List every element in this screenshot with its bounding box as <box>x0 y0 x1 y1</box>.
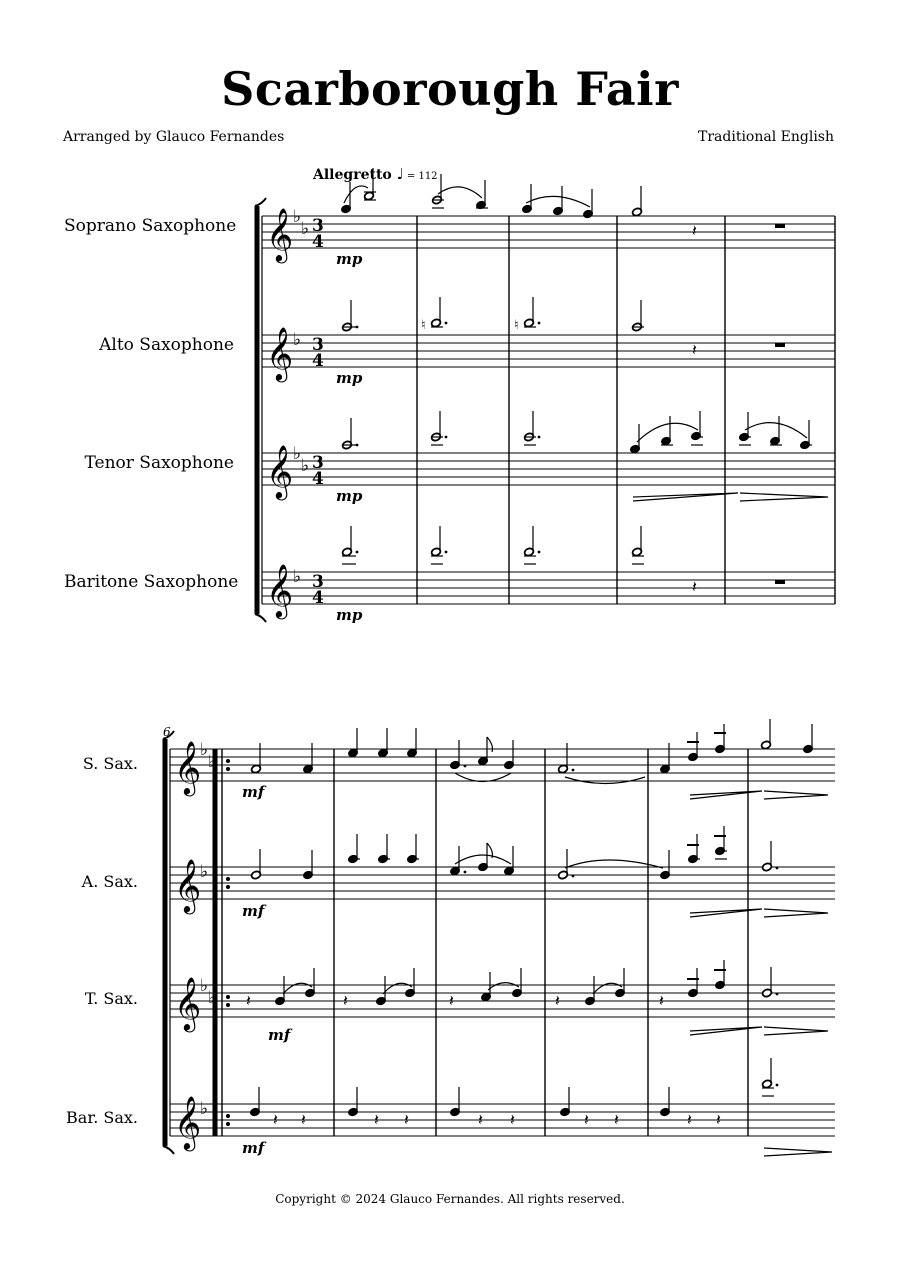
baritone-measures-6-10 <box>250 1058 832 1156</box>
svg-text:𝄽: 𝄽 <box>716 1110 721 1129</box>
instrument-label-baritone: Baritone Saxophone <box>64 572 239 592</box>
staff-soprano-1 <box>262 216 835 248</box>
time-sig-top: 3 <box>312 453 324 473</box>
treble-clef-icon: 𝄞 <box>266 326 294 380</box>
flat-icon: ♭ <box>301 219 310 239</box>
instrument-label-a-sax: A. Sax. <box>81 872 138 891</box>
staff-alto-2 <box>170 867 835 899</box>
treble-clef-icon: 𝄞 <box>174 976 202 1030</box>
time-sig-top: 3 <box>312 216 324 236</box>
treble-clef-icon: 𝄞 <box>174 1095 202 1149</box>
dynamic-mp: mp <box>336 250 363 268</box>
treble-clef-icon: 𝄞 <box>174 858 202 912</box>
staff-baritone-2 <box>170 1104 835 1136</box>
time-sig-top: 3 <box>312 335 324 355</box>
dynamic-mp: mp <box>336 369 363 387</box>
svg-text:𝄽: 𝄽 <box>273 1110 278 1129</box>
copyright-footer: Copyright © 2024 Glauco Fernandes. All rights reserved. <box>275 1192 625 1206</box>
flat-icon: ♭ <box>200 1099 209 1119</box>
measure-number: 6 <box>163 725 171 739</box>
time-sig-bottom: 4 <box>312 232 324 252</box>
instrument-label-tenor: Tenor Saxophone <box>84 453 234 473</box>
flat-icon: ♭ <box>293 444 302 464</box>
svg-text:𝄽: 𝄽 <box>692 340 697 359</box>
tempo-bpm: 112 <box>418 171 438 182</box>
dynamic-mf: mf <box>242 783 265 801</box>
flat-icon: ♭ <box>200 976 209 996</box>
instrument-label-alto: Alto Saxophone <box>99 335 234 355</box>
instrument-label-s-sax: S. Sax. <box>82 754 138 773</box>
svg-text:𝄽: 𝄽 <box>584 1110 589 1129</box>
flat-icon: ♭ <box>293 207 302 227</box>
instrument-label-bar-sax: Bar. Sax. <box>66 1108 138 1127</box>
svg-text:𝄽: 𝄽 <box>687 1110 692 1129</box>
flat-icon: ♭ <box>293 567 302 587</box>
svg-text:𝄽: 𝄽 <box>301 1110 306 1129</box>
quarter-note-icon: ♩ <box>396 165 404 183</box>
treble-clef-icon: 𝄞 <box>266 207 294 261</box>
dynamic-mp: mp <box>336 606 363 624</box>
flat-icon: ♭ <box>293 330 302 350</box>
staff-alto-1 <box>262 335 835 367</box>
tempo-marking: Allegretto ♩ = 112 <box>313 165 438 183</box>
instrument-label-soprano: Soprano Saxophone <box>64 216 237 236</box>
dynamic-mf: mf <box>242 902 265 920</box>
svg-text:𝄽: 𝄽 <box>449 991 454 1010</box>
staff-tenor-2 <box>170 985 835 1017</box>
staff-baritone-1 <box>262 572 835 604</box>
time-sig-top: 3 <box>312 572 324 592</box>
treble-clef-icon: 𝄞 <box>266 563 294 617</box>
svg-text:𝄽: 𝄽 <box>692 577 697 596</box>
svg-text:𝄽: 𝄽 <box>510 1110 515 1129</box>
treble-clef-icon: 𝄞 <box>174 740 202 794</box>
svg-text:𝄽: 𝄽 <box>659 991 664 1010</box>
svg-text:𝄽: 𝄽 <box>692 221 697 240</box>
composer-credit: Traditional English <box>698 129 834 145</box>
svg-text:𝄽: 𝄽 <box>246 991 251 1010</box>
dynamic-mf: mf <box>242 1139 265 1157</box>
svg-text:𝄽: 𝄽 <box>478 1110 483 1129</box>
dynamic-mf: mf <box>268 1026 291 1044</box>
time-sig-bottom: 4 <box>312 588 324 608</box>
flat-icon: ♭ <box>208 752 217 772</box>
flat-icon: ♭ <box>208 988 217 1008</box>
svg-text:♮: ♮ <box>514 318 519 333</box>
svg-text:𝄽: 𝄽 <box>555 991 560 1010</box>
time-sig-bottom: 4 <box>312 469 324 489</box>
tempo-text: Allegretto <box>313 167 392 183</box>
flat-icon: ♭ <box>200 862 209 882</box>
time-sig-bottom: 4 <box>312 351 324 371</box>
svg-text:𝄽: 𝄽 <box>374 1110 379 1129</box>
treble-clef-icon: 𝄞 <box>266 444 294 498</box>
flat-icon: ♭ <box>301 456 310 476</box>
score-title: Scarborough Fair <box>221 62 679 116</box>
arranger-credit: Arranged by Glauco Fernandes <box>63 129 285 145</box>
instrument-label-t-sax: T. Sax. <box>84 989 138 1008</box>
staff-soprano-2 <box>170 749 835 781</box>
flat-icon: ♭ <box>200 740 209 760</box>
svg-text:𝄽: 𝄽 <box>614 1110 619 1129</box>
staff-tenor-1 <box>262 453 835 485</box>
dynamic-mp: mp <box>336 487 363 505</box>
svg-text:♮: ♮ <box>421 318 426 333</box>
svg-text:𝄽: 𝄽 <box>343 991 348 1010</box>
svg-text:𝄽: 𝄽 <box>404 1110 409 1129</box>
